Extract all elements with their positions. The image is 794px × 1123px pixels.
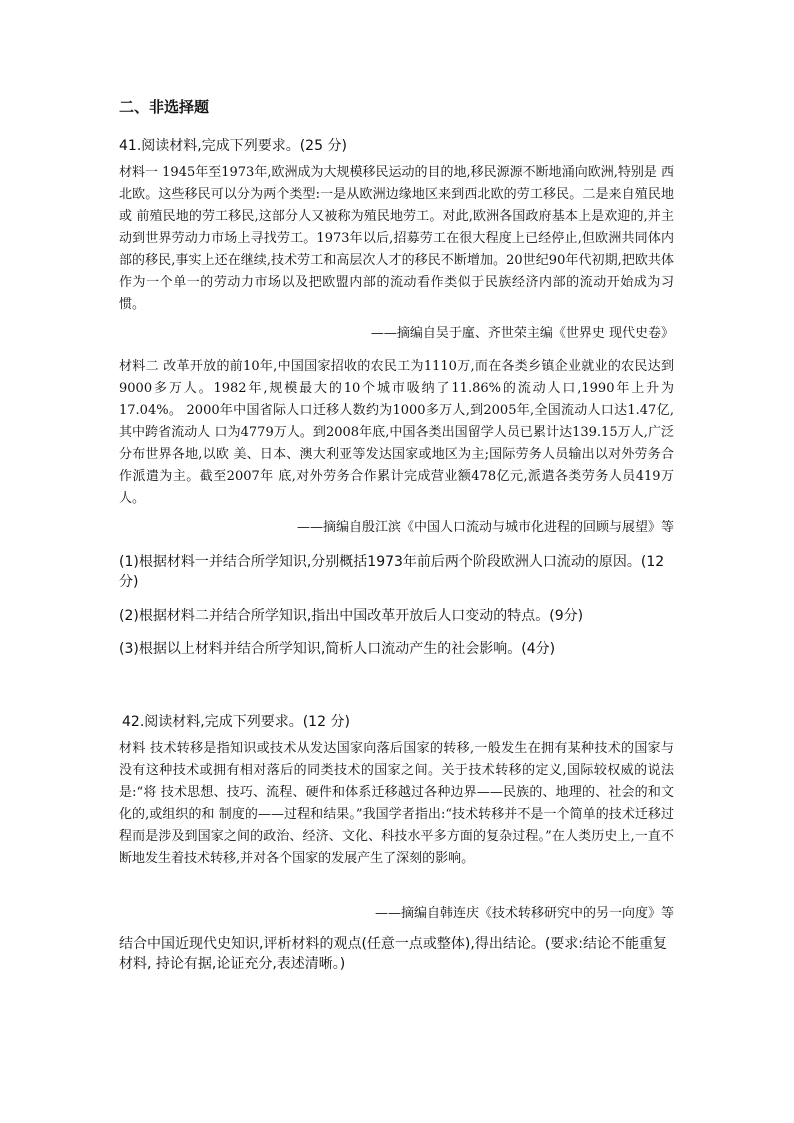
section-title: 二、非选择题 bbox=[119, 98, 210, 116]
q41-source-1: ——摘编自吴于廑、齐世荣主编《世界史 现代史卷》 bbox=[370, 326, 674, 341]
q41-subquestion-3: (3)根据以上材料并结合所学知识,简析人口流动产生的社会影响。(4分) bbox=[119, 641, 556, 657]
q42-stem: 42.阅读材料,完成下列要求。(12 分) bbox=[122, 714, 350, 730]
q41-source-2: ——摘编自殷江滨《中国人口流动与城市化进程的回顾与展望》等 bbox=[296, 520, 674, 535]
q41-stem: 41.阅读材料,完成下列要求。(25 分) bbox=[119, 138, 347, 154]
q42-source: ——摘编自韩连庆《技术转移研究中的另一向度》等 bbox=[374, 906, 674, 921]
q41-material-1: 材料一 1945年至1973年,欧洲成为大规模移民运动的目的地,移民源源不断地涌向欧洲,特别是 西北欧。这些移民可以分为两个类型:一是从欧洲边缘地区来到西北欧的劳工移民。二是来自殖民地或 前殖民地的劳工移民,这部分人又被称为殖民地劳工。对此,欧洲各国政府基本上是欢迎的,并主动到世界劳动力市场上寻找劳工。1973年以后,招募劳工在很大程度上已经停止,但欧洲共同体内部的移民,事实上还在继续,技术劳工和高层次人才的移民不断增加。20世纪90年代初期,把欧共体作为一个单一的劳动力市场以及把欧盟内部的流动看作类似于民族经济内部的流动开始成为习惯。 bbox=[119, 165, 674, 312]
q41-material-2: 材料二 改革开放的前10年,中国国家招收的农民工为1110万,而在各类乡镇企业就业的农民达到9000多万人。1982年,规模最大的10个城市吸纳了11.86%的流动人口,1990年上升为17.04%。 2000年中国省际人口迁移人数约为1000多万人,到2005年,全国流动人口达1.47亿,其中跨省流动人 口为4779万人。到2008年底,中国各类出国留学人员已累计达139.15万人,广泛分布世界各地,以欧 美、日本、澳大利亚等发达国家或地区为主;国际劳务人员输出以对外劳务合作派遣为主。截至2007年 底,对外劳务合作累计完成营业额478亿元,派遣各类劳务人员419万人。 bbox=[119, 359, 674, 506]
q41-subquestion-1: (1)根据材料一并结合所学知识,分别概括1973年前后两个阶段欧洲人口流动的原因。(12分) bbox=[119, 554, 665, 590]
q42-material: 材料 技术转移是指知识或技术从发达国家向落后国家的转移,一般发生在拥有某种技术的国家与 没有这种技术或拥有相对落后的同类技术的国家之间。关于技术转移的定义,国际较权威的说法是:“将 技术思想、技巧、流程、硬件和体系迁移越过各种边界——民族的、地理的、社会的和文化的,或组织的和 制度的——过程和结果。”我国学者指出:“技术转移并不是一个简单的技术迁移过程而是涉及到国家之间的政治、经济、文化、科技水平多方面的复杂过程。”在人类历史上,一直不断地发生着技术转移,并对各个国家的发展产生了深刻的影响。 bbox=[119, 741, 674, 866]
q42-task: 结合中国近现代史知识,评析材料的观点(任意一点或整体),得出结论。(要求:结论不能重复材料, 持论有据,论证充分,表述清晰。) bbox=[119, 936, 668, 972]
q41-subquestion-2: (2)根据材料二并结合所学知识,指出中国改革开放后人口变动的特点。(9分) bbox=[119, 608, 584, 624]
